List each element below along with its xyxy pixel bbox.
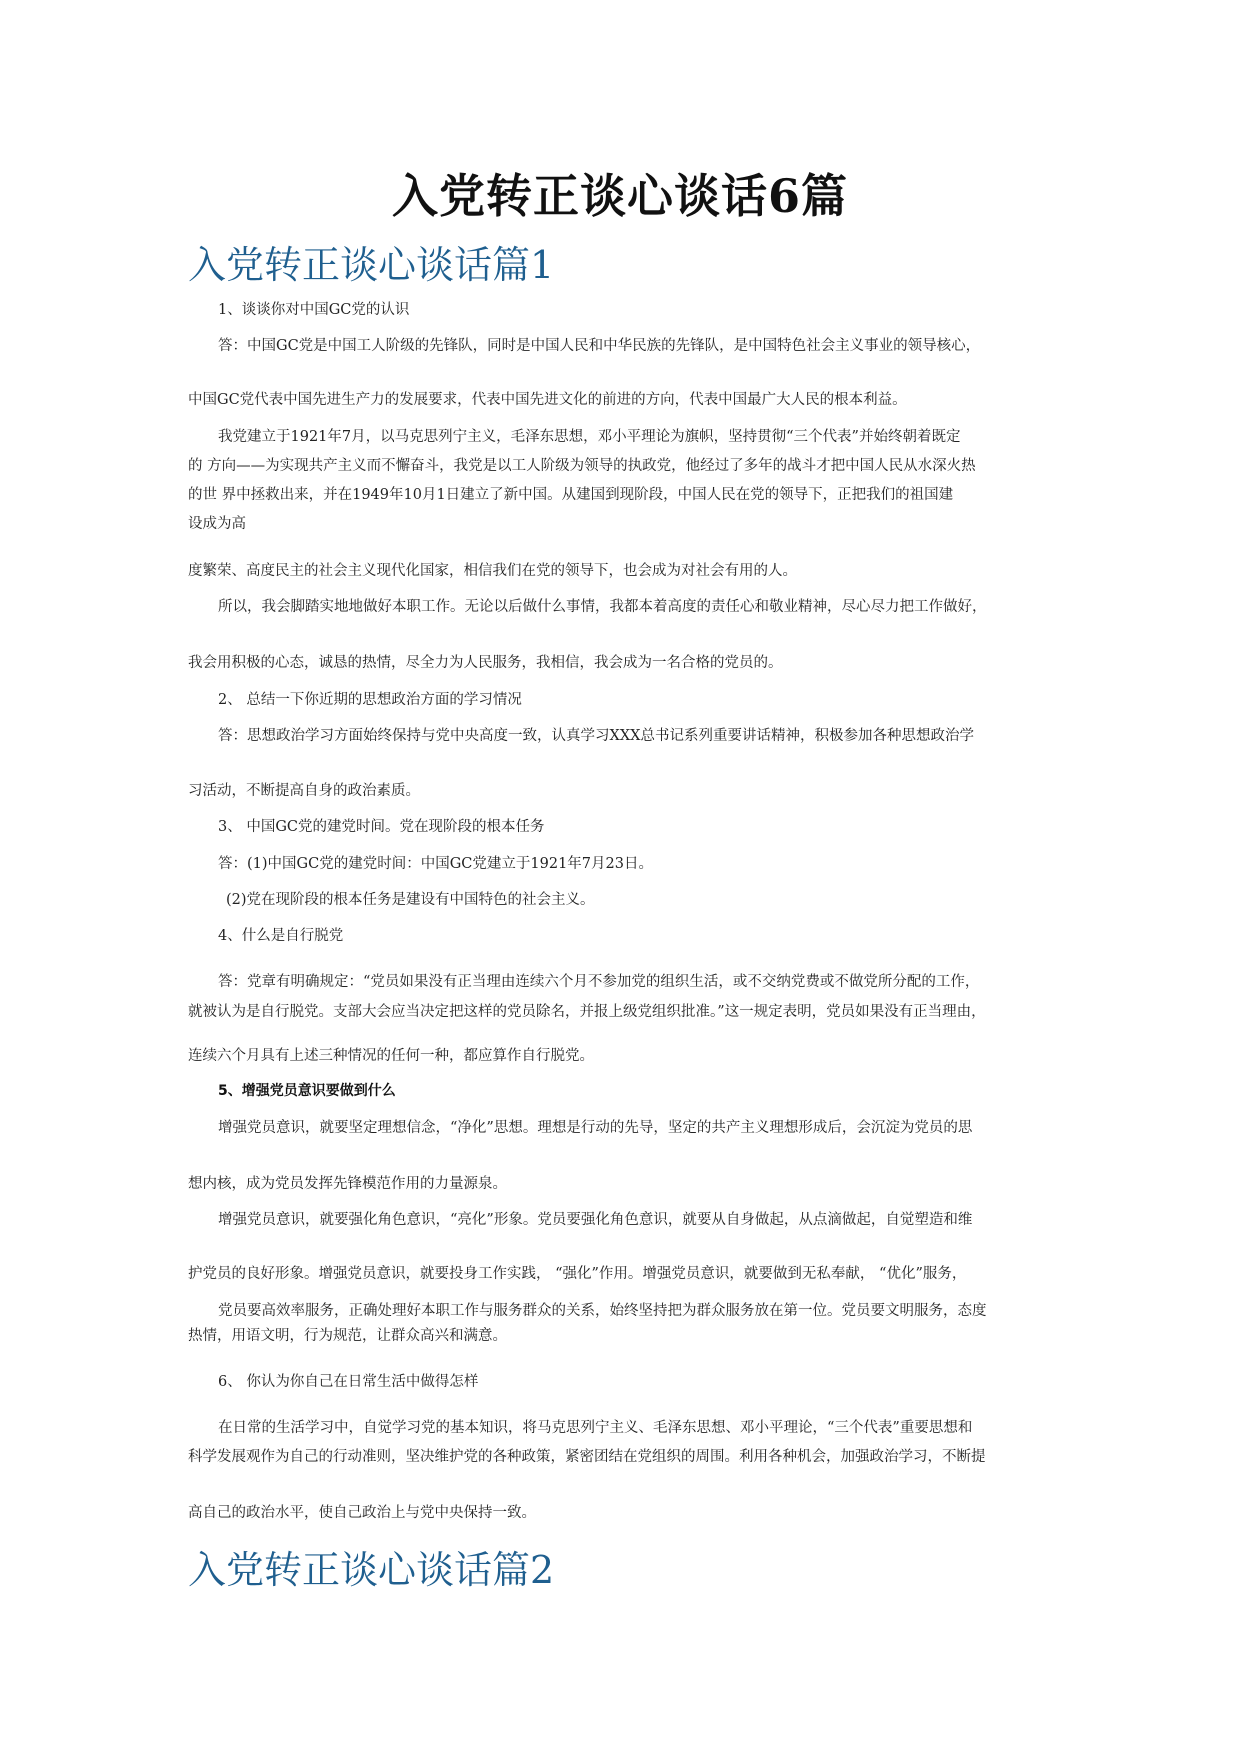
document-title: 入党转正谈心谈话6篇 (391, 169, 848, 223)
question-5: 5、增强党员意识要做到什么 (218, 1083, 396, 1099)
paragraph-line: 我会用积极的心态，诚恳的热情，尽全力为人民服务，我相信，我会成为一名合格的党员的。 (188, 655, 783, 671)
paragraph-line: 就被认为是自行脱党。支部大会应当决定把这样的党员除名，并报上级党组织批准。”这一规定表明，党员如果没有正当理由， (188, 1004, 986, 1020)
paragraph-line: 护党员的良好形象。增强党员意识，就要投身工作实践， “强化”作用。增强党员意识，就要做到无私奉献， “优化”服务， (188, 1266, 967, 1282)
paragraph-line: 高自己的政治水平，使自己政治上与党中央保持一致。 (188, 1505, 536, 1521)
paragraph-line: 增强党员意识，就要坚定理想信念，“净化”思想。理想是行动的先导，坚定的共产主义理想形成后，会沉淀为党员的思 (218, 1120, 973, 1136)
question-6: 6、 你认为你自己在日常生活中做得怎样 (218, 1374, 479, 1390)
paragraph-line: (2)党在现阶段的根本任务是建设有中国特色的社会主义。 (226, 892, 595, 908)
paragraph-line: 答：(1)中国GC党的建党时间：中国GC党建立于1921年7月23日。 (218, 856, 653, 872)
section-heading-2: 入党转正谈心谈话篇2 (188, 1548, 555, 1592)
paragraph-line: 连续六个月具有上述三种情况的任何一种，都应算作自行脱党。 (188, 1048, 594, 1064)
paragraph-line: 在日常的生活学习中，自觉学习党的基本知识，将马克思列宁主义、毛泽东思想、邓小平理论，“三个代表”重要思想和 (218, 1420, 973, 1436)
paragraph-line: 度繁荣、高度民主的社会主义现代化国家，相信我们在党的领导下，也会成为对社会有用的人。 (188, 563, 797, 579)
paragraph-line: 想内核，成为党员发挥先锋模范作用的力量源泉。 (188, 1176, 507, 1192)
paragraph-line: 的 方向——为实现共产主义而不懈奋斗，我党是以工人阶级为领导的执政党，他经过了多年的战斗才把中国人民从水深火热 (188, 458, 976, 474)
paragraph-line: 所以，我会脚踏实地地做好本职工作。无论以后做什么事情，我都本着高度的责任心和敬业精神，尽心尽力把工作做好， (218, 599, 987, 615)
paragraph-line: 党员要高效率服务，正确处理好本职工作与服务群众的关系，始终坚持把为群众服务放在第一位。党员要文明服务，态度 (218, 1303, 987, 1319)
question-3: 3、 中国GC党的建党时间。党在现阶段的根本任务 (218, 819, 545, 835)
question-2: 2、 总结一下你近期的思想政治方面的学习情况 (218, 692, 522, 708)
paragraph-line: 答：中国GC党是中国工人阶级的先锋队，同时是中国人民和中华民族的先锋队，是中国特色社会主义事业的领导核心， (218, 338, 981, 354)
paragraph-line: 答：思想政治学习方面始终保持与党中央高度一致，认真学习XXX总书记系列重要讲话精神，积极参加各种思想政治学 (218, 728, 974, 744)
section-heading-1: 入党转正谈心谈话篇1 (188, 243, 555, 287)
paragraph-line: 答：党章有明确规定：“党员如果没有正当理由连续六个月不参加党的组织生活，或不交纳党费或不做党所分配的工作， (218, 974, 980, 990)
paragraph-line: 习活动，不断提高自身的政治素质。 (188, 783, 420, 799)
paragraph-line: 科学发展观作为自己的行动准则，坚决维护党的各种政策，紧密团结在党组织的周围。利用各种机会，加强政治学习，不断提 (188, 1449, 986, 1465)
question-4: 4、什么是自行脱党 (218, 928, 344, 944)
question-1: 1、谈谈你对中国GC党的认识 (218, 302, 410, 318)
paragraph-line: 中国GC党代表中国先进生产力的发展要求，代表中国先进文化的前进的方向，代表中国最广大人民的根本利益。 (188, 392, 907, 408)
paragraph-line: 增强党员意识，就要强化角色意识，“亮化”形象。党员要强化角色意识，就要从自身做起，从点滴做起，自觉塑造和维 (218, 1212, 973, 1228)
paragraph-line: 的世 界中拯救出来，并在1949年10月1日建立了新中国。从建国到现阶段，中国人民在党的领导下，正把我们的祖国建 (188, 487, 954, 503)
paragraph-line: 设成为高 (188, 516, 246, 532)
paragraph-line: 热情，用语文明，行为规范，让群众高兴和满意。 (188, 1328, 507, 1344)
paragraph-line: 我党建立于1921年7月，以马克思列宁主义，毛泽东思想，邓小平理论为旗帜，坚持贯彻“三个代表”并始终朝着既定 (218, 429, 961, 445)
